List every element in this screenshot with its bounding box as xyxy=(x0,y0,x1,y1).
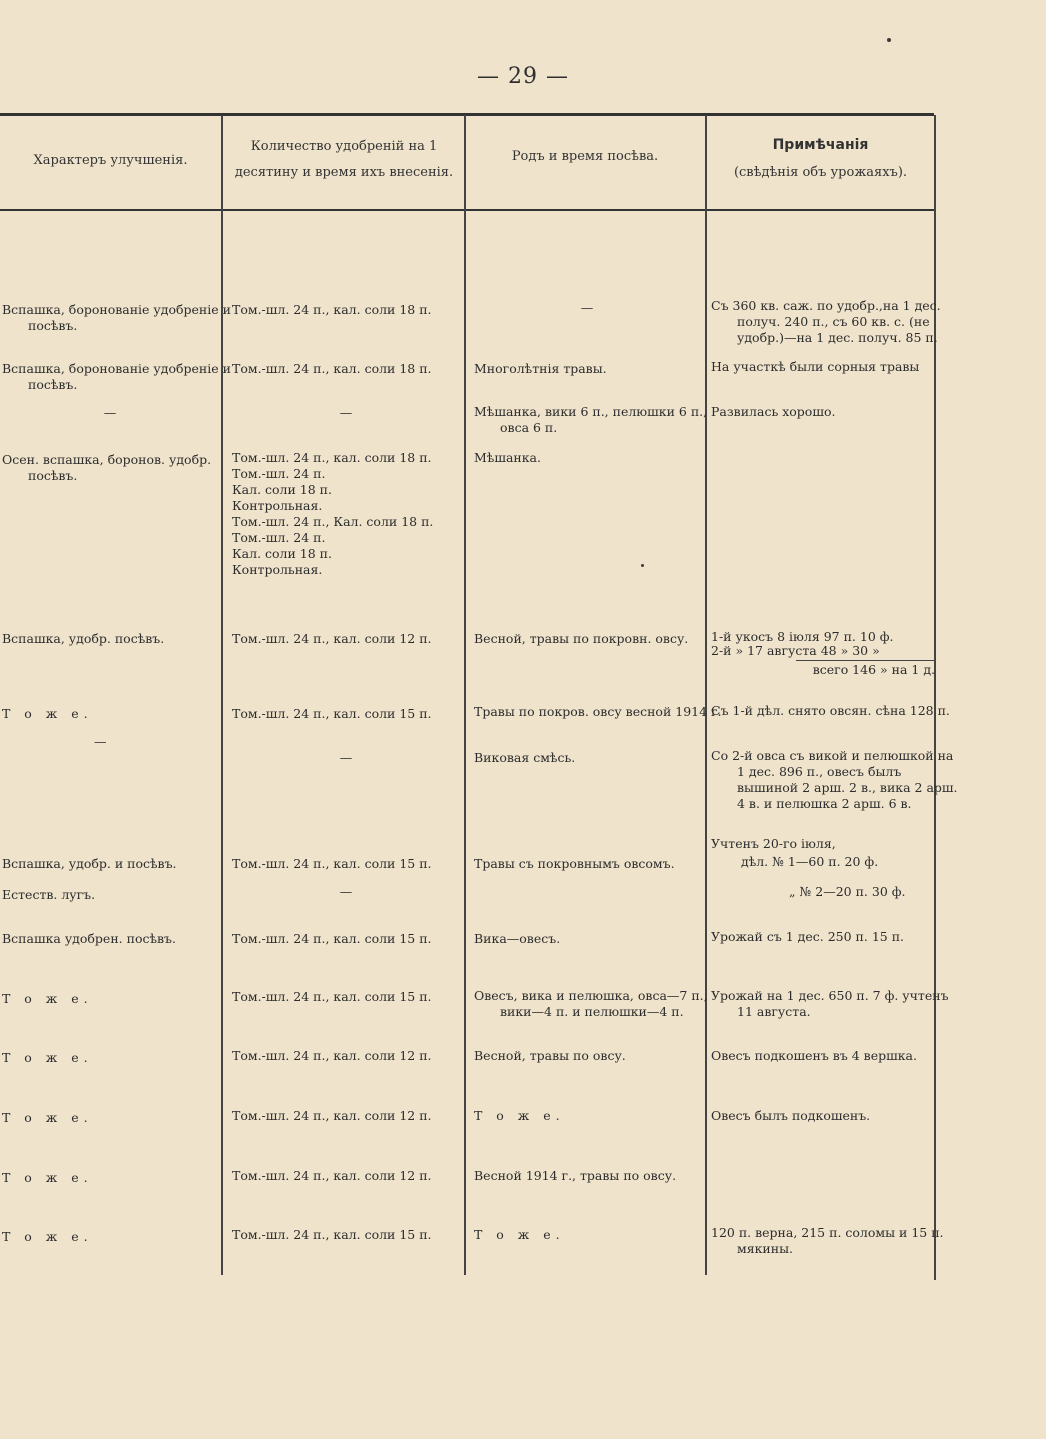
row4-sowing: Мѣшанка. xyxy=(474,450,541,465)
row15-fertilizer: Том.-шл. 24 п., кал. соли 15 п. xyxy=(232,1227,432,1242)
row3-sowing: Мѣшанка, вики 6 п., пелюшки 6 п., овса 6 п. xyxy=(474,404,708,435)
row1-sowing: — xyxy=(580,300,594,315)
row5-notes-line1: 1-й укосъ 8 іюля 97 п. 10 ф. xyxy=(711,629,894,644)
row8-notes-line1: Учтенъ 20-го іюля, xyxy=(711,836,836,851)
header-notes-title: Примѣчанія xyxy=(772,137,869,153)
row5-sowing: Весной, травы по покровн. овсу. xyxy=(474,631,689,646)
row8-notes-line2: дѣл. № 1—60 п. 20 ф. xyxy=(741,854,879,869)
row3-improvement: — xyxy=(103,405,117,420)
row11-improvement: Т о ж е. xyxy=(2,991,93,1006)
row9-notes: „ № 2—20 п. 30 ф. xyxy=(789,884,906,899)
row12-notes: Овесъ подкошенъ въ 4 вершка. xyxy=(711,1048,917,1063)
header-fertilizer: Количество удобреній на 1 десятину и время ихъ внесенія. xyxy=(234,139,454,180)
row10-sowing: Вика—овесъ. xyxy=(474,931,561,946)
row14-fertilizer: Том.-шл. 24 п., кал. соли 12 п. xyxy=(232,1168,432,1183)
row9-improvement: Естеств. лугъ. xyxy=(2,887,96,902)
row2-sowing: Многолѣтнія травы. xyxy=(474,361,607,376)
row8-fertilizer: Том.-шл. 24 п., кал. соли 15 п. xyxy=(232,856,432,871)
row8-sowing: Травы съ покровнымъ овсомъ. xyxy=(474,856,675,871)
row6-fertilizer: Том.-шл. 24 п., кал. соли 15 п. xyxy=(232,706,432,721)
row7-improvement: — xyxy=(94,734,107,749)
row14-improvement: Т о ж е. xyxy=(2,1170,93,1185)
row7-notes: Со 2-й овса съ викой и пелюшкой на 1 дес. 896 п., овесъ былъ вышиной 2 арш. 2 в., вика 2 арш. 4 в. и пелюшка 2 арш. 6 в. xyxy=(711,748,958,811)
table-right-border xyxy=(934,115,936,1280)
header-bottom-rule xyxy=(0,209,934,211)
row13-sowing: Т о ж е. xyxy=(474,1108,565,1123)
ink-speck xyxy=(887,38,891,42)
row5-total-rule xyxy=(796,660,936,661)
row12-sowing: Весной, травы по овсу. xyxy=(474,1048,626,1063)
row5-notes-total: всего 146 » на 1 д. xyxy=(812,662,935,677)
row3-notes: Развилась хорошо. xyxy=(711,404,836,419)
page-number: — 29 — xyxy=(477,64,569,89)
row13-fertilizer: Том.-шл. 24 п., кал. соли 12 п. xyxy=(232,1108,432,1123)
column-divider-2 xyxy=(464,115,466,1275)
row10-notes: Урожай съ 1 дес. 250 п. 15 п. xyxy=(711,929,905,944)
row2-improvement: Вспашка, боронованіе удобреніе и посѣвъ. xyxy=(2,361,231,392)
column-divider-1 xyxy=(221,115,223,1275)
row11-notes: Урожай на 1 дес. 650 п. 7 ф. учтенъ 11 августа. xyxy=(711,988,949,1019)
row2-fertilizer: Том.-шл. 24 п., кал. соли 18 п. xyxy=(232,361,432,376)
row5-improvement: Вспашка, удобр. посѣвъ. xyxy=(2,631,165,646)
row2-notes: На участкѣ были сорныя травы xyxy=(711,359,920,374)
row10-fertilizer: Том.-шл. 24 п., кал. соли 15 п. xyxy=(232,931,432,946)
ink-speck xyxy=(641,564,644,567)
row7-fertilizer: — xyxy=(339,750,353,765)
column-divider-3 xyxy=(705,115,707,1275)
row11-fertilizer: Том.-шл. 24 п., кал. соли 15 п. xyxy=(232,989,432,1004)
row15-sowing: Т о ж е. xyxy=(474,1227,565,1242)
row12-improvement: Т о ж е. xyxy=(2,1050,93,1065)
row13-improvement: Т о ж е. xyxy=(2,1110,93,1125)
row13-notes: Овесъ былъ подкошенъ. xyxy=(711,1108,871,1123)
header-notes-subtitle: (свѣдѣнія объ урожаяхъ). xyxy=(733,165,908,180)
row15-improvement: Т о ж е. xyxy=(2,1229,93,1244)
row7-sowing: Виковая смѣсь. xyxy=(474,750,576,765)
header-improvement: Характеръ улучшенія. xyxy=(33,153,188,168)
row6-improvement: Т о ж е. xyxy=(2,706,93,721)
row8-improvement: Вспашка, удобр. и посѣвъ. xyxy=(2,856,177,871)
header-sowing: Родъ и время посѣва. xyxy=(511,149,659,164)
row10-improvement: Вспашка удобрен. посѣвъ. xyxy=(2,931,176,946)
row6-notes: Съ 1-й дѣл. снято овсян. сѣна 128 п. xyxy=(711,703,950,718)
row1-fertilizer: Том.-шл. 24 п., кал. соли 18 п. xyxy=(232,302,432,317)
row5-fertilizer: Том.-шл. 24 п., кал. соли 12 п. xyxy=(232,631,432,646)
row4-fertilizer: Том.-шл. 24 п., кал. соли 18 п. Том.-шл. 24 п. Кал. соли 18 п. Контрольная. Том.-шл. 24 п., Кал. соли 18 п. Том.-шл. 24 п. Кал. соли 18 п. Контрольная. xyxy=(232,450,434,577)
row4-improvement: Осен. вспашка, боронов. удобр. посѣвъ. xyxy=(2,452,212,483)
table-top-rule xyxy=(0,113,934,116)
row5-notes-line2: 2-й » 17 августа 48 » 30 » xyxy=(711,643,880,658)
row6-sowing: Травы по покров. овсу весной 1914 г. xyxy=(474,704,722,719)
row1-improvement: Вспашка, боронованіе удобреніе и посѣвъ. xyxy=(2,302,231,333)
row1-notes: Съ 360 кв. саж. по удобр.,на 1 дес. получ. 240 п., съ 60 кв. с. (не удобр.)—на 1 дес. получ. 85 п. xyxy=(711,298,941,345)
row9-fertilizer: — xyxy=(339,884,353,899)
row15-notes: 120 п. верна, 215 п. соломы и 15 п. мякины. xyxy=(711,1225,944,1256)
row11-sowing: Овесъ, вика и пелюшка, овса—7 п., вики—4 п. и пелюшки—4 п. xyxy=(474,988,708,1019)
row3-fertilizer: — xyxy=(339,405,353,420)
row12-fertilizer: Том.-шл. 24 п., кал. соли 12 п. xyxy=(232,1048,432,1063)
row14-sowing: Весной 1914 г., травы по овсу. xyxy=(474,1168,677,1183)
